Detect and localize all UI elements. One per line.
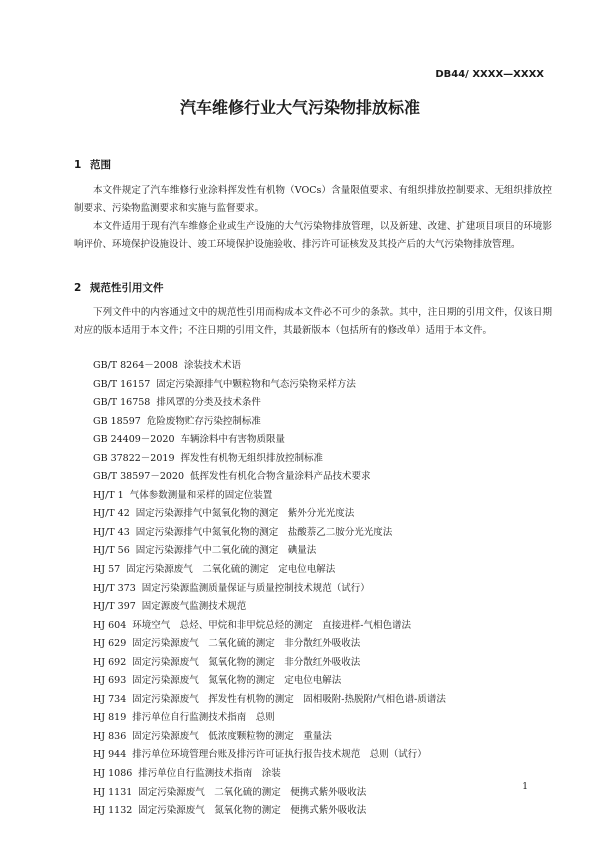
reference-item	[93, 542, 446, 561]
section-1-paragraph-2: 本文件适用于现有汽车维修企业或生产设施的大气污染物排放管理，以及新建、改建、扩建项目项目的环境影响评价、环境保护设施设计、竣工环境保护设施验收、排污许可证核发及其投产后的大气污染物排放管理。	[74, 221, 552, 251]
reference-code: GB/T 38597－2020	[93, 471, 185, 483]
reference-title: 挥发性有机物无组织排放控制标准	[180, 452, 324, 464]
reference-item	[93, 598, 446, 617]
reference-title: 固定污染源废气 氮氧化物的测定 便携式紫外吸收法	[138, 805, 367, 817]
reference-item	[93, 524, 446, 543]
reference-code: HJ/T 43	[93, 526, 130, 538]
reference-code: HJ/T 42	[93, 508, 130, 520]
reference-title: 固定污染源废气 氮氧化物的测定 定电位电解法	[132, 675, 342, 687]
reference-title: 车辆涂料中有害物质限量	[180, 434, 286, 446]
reference-title: 气体参数测量和采样的固定位装置	[129, 489, 273, 501]
reference-item	[93, 561, 446, 580]
reference-item	[93, 802, 446, 821]
reference-title: 排污单位自行监测技术指南 总则	[132, 712, 275, 724]
reference-code: HJ/T 1	[93, 489, 124, 501]
reference-code: HJ 693	[93, 675, 127, 687]
reference-code: GB 18597	[93, 415, 141, 427]
reference-title: 低挥发性有机化合物含量涂料产品技术要求	[190, 471, 371, 483]
reference-item	[93, 654, 446, 673]
reference-code: GB 37822－2019	[93, 452, 175, 464]
reference-title: 固定污染源废气 二氧化硫的测定 便携式紫外吸收法	[138, 786, 367, 798]
reference-code: GB/T 8264－2008	[93, 360, 178, 371]
reference-title: 排污单位自行监测技术指南 涂装	[138, 768, 281, 780]
reference-code: HJ 734	[93, 693, 127, 705]
reference-code: HJ 836	[93, 730, 127, 742]
reference-item	[93, 728, 446, 747]
section-1-number: 1	[74, 159, 82, 171]
reference-title: 固定污染源排气中氮氧化物的测定 紫外分光光度法	[135, 508, 355, 520]
reference-item	[93, 450, 446, 469]
section-2-heading	[74, 280, 164, 295]
reference-item	[93, 765, 446, 784]
reference-item	[93, 357, 446, 376]
reference-title: 固定污染源废气 二氧化硫的测定 定电位电解法	[126, 564, 336, 576]
reference-item	[93, 617, 446, 636]
reference-item	[93, 580, 446, 599]
reference-item	[93, 784, 446, 803]
reference-title: 固定污染源排气中氮氧化物的测定 盐酸萘乙二胺分光光度法	[135, 526, 393, 538]
reference-code: HJ 1132	[93, 805, 133, 817]
reference-title: 固定污染源废气 挥发性有机物的测定 固相吸附-热脱附/气相色谱-质谱法	[132, 693, 446, 705]
reference-code: GB 24409－2020	[93, 434, 175, 446]
reference-title: 危险废物贮存污染控制标准	[146, 415, 261, 427]
reference-title: 固定污染源废气 二氧化硫的测定 非分散红外吸收法	[132, 638, 361, 650]
reference-code: HJ/T 56	[93, 545, 130, 557]
reference-title: 排污单位环境管理台账及排污许可证执行报告技术规范 总则（试行）	[132, 749, 427, 761]
section-1-paragraph-1: 本文件规定了汽车维修行业涂料挥发性有机物（VOCs）含量限值要求、有组织排放控制要求、无组织排放控制要求、污染物监测要求和实施与监督要求。	[74, 185, 552, 215]
reference-item	[93, 468, 446, 487]
reference-code: HJ 1131	[93, 786, 133, 798]
reference-item	[93, 376, 446, 395]
reference-item	[93, 431, 446, 450]
reference-code: HJ/T 397	[93, 601, 136, 613]
reference-item	[93, 746, 446, 765]
reference-item	[93, 635, 446, 654]
document-code: DB44/ XXXX—XXXX	[435, 69, 544, 80]
section-2-title: 规范性引用文件	[90, 282, 164, 294]
reference-title: 排风罩的分类及技术条件	[156, 397, 261, 409]
page-number: 1	[522, 782, 528, 792]
reference-code: HJ 944	[93, 749, 127, 761]
reference-code: HJ 57	[93, 564, 121, 576]
reference-code: HJ 604	[93, 619, 127, 631]
reference-item	[93, 672, 446, 691]
reference-code: HJ/T 373	[93, 582, 136, 594]
reference-title: 固定污染源排气中二氧化硫的测定 碘量法	[135, 545, 317, 557]
reference-item	[93, 413, 446, 432]
reference-item	[93, 394, 446, 413]
section-1-title: 范围	[90, 159, 111, 171]
reference-title: 固定污染源废气 氮氧化物的测定 非分散红外吸收法	[132, 656, 361, 668]
reference-title: 固定污染源监测质量保证与质量控制技术规范（试行）	[141, 582, 370, 594]
reference-code: HJ 1086	[93, 768, 133, 780]
reference-title: 环境空气 总烃、甲烷和非甲烷总烃的测定 直接进样-气相色谱法	[132, 619, 411, 631]
section-2-number: 2	[74, 282, 82, 294]
reference-code: GB/T 16157	[93, 378, 151, 390]
reference-title: 固定污染源排气中颗粒物和气态污染物采样方法	[156, 378, 356, 390]
reference-item	[93, 691, 446, 710]
reference-code: HJ 629	[93, 638, 127, 650]
reference-code: HJ 819	[93, 712, 127, 724]
reference-code: GB/T 16758	[93, 397, 151, 409]
reference-code: HJ 692	[93, 656, 127, 668]
reference-title: 固定源废气监测技术规范	[141, 601, 247, 613]
reference-title: 固定污染源废气 低浓度颗粒物的测定 重量法	[132, 730, 332, 742]
section-1-heading	[74, 157, 111, 172]
reference-list	[93, 357, 446, 821]
section-2-intro: 下列文件中的内容通过文中的规范性引用而构成本文件必不可少的条款。其中，注日期的引用文件，仅该日期对应的版本适用于本文件；不注日期的引用文件，其最新版本（包括所有的修改单）适用于本文件。	[74, 307, 552, 337]
reference-item	[93, 505, 446, 524]
reference-item	[93, 487, 446, 506]
page-title: 汽车维修行业大气污染物排放标准	[179, 98, 420, 117]
reference-item	[93, 709, 446, 728]
reference-title: 涂装技术术语	[183, 360, 241, 371]
